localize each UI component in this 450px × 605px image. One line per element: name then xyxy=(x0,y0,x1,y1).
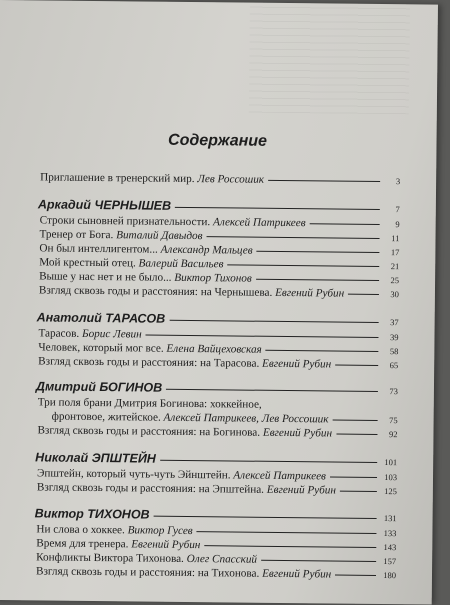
section-rule xyxy=(175,207,380,210)
toc-entry-intro xyxy=(40,171,400,187)
section-header: Анатолий ТАРАСОВ 37 xyxy=(36,310,399,328)
toc-entry: Ни слова о хоккее. Виктор Гусев 133 xyxy=(36,523,397,539)
dot-leader xyxy=(268,180,380,182)
section-rule xyxy=(154,516,377,519)
toc-entry: Человек, который мог все. Елена Вайцеховская 58 xyxy=(38,341,399,357)
toc-entry: Тренер от Бога. Виталий Давыдов 11 xyxy=(39,228,400,244)
toc-entry: Строки сыновней признательности. Алексей Патрикеев 9 xyxy=(39,214,400,230)
toc-entry: Взгляд сквозь годы и расстояния: на Тарасова. Евгений Рубин 65 xyxy=(38,355,399,371)
section-header: Дмитрий БОГИНОВ 73 xyxy=(35,379,398,397)
toc-entry: Конфликты Виктора Тихонова. Олег Спасский 157 xyxy=(36,551,397,567)
toc-entry: Три поля брани Дмитрия Богинова: хоккейное, xyxy=(37,396,262,411)
toc-entry: Взгляд сквозь годы и расстояния: на Чернышева. Евгений Рубин 30 xyxy=(38,284,399,300)
page-title: Содержание xyxy=(167,131,268,150)
toc-entry: Он был интеллигентом... Александр Мальцев 17 xyxy=(39,242,400,258)
toc-entry: Взгляд сквозь годы и расстояния: на Тихонова. Евгений Рубин 180 xyxy=(35,565,397,581)
section-rule xyxy=(169,320,378,323)
toc-entry-continuation: фронтовое, житейское. Алексей Патрикеев, Лев Россошик 75 xyxy=(51,410,398,426)
section-header: Аркадий ЧЕРНЫШЕВ 7 xyxy=(37,197,400,215)
page-number: 3 xyxy=(395,176,401,187)
section-header: Виктор ТИХОНОВ 131 xyxy=(34,506,397,524)
toc-entry: Время для тренера. Евгений Рубин 143 xyxy=(36,537,397,553)
toc-entry: Эпштейн, который чуть-чуть Эйнштейн. Алексей Патрикеев 103 xyxy=(36,467,398,483)
entry-title: Приглашение в тренерский мир. Лев Россошик xyxy=(40,171,265,186)
show-through-text xyxy=(249,3,410,115)
section-rule xyxy=(166,389,378,392)
toc-entry: Выше у нас нет и не было... Виктор Тихонов 25 xyxy=(39,270,400,286)
toc-entry: Тарасов. Борис Левин 39 xyxy=(38,327,399,343)
toc-entry: Взгляд сквозь годы и расстояния: на Эпштейна. Евгений Рубин 125 xyxy=(36,481,397,497)
toc-entry: Мой крестный отец. Валерий Васильев 21 xyxy=(39,256,400,272)
section-rule xyxy=(160,460,377,463)
toc-entry: Взгляд сквозь годы и расстояния: на Богинова. Евгений Рубин 92 xyxy=(37,424,398,440)
section-header: Николай ЭПШТЕЙН 101 xyxy=(35,450,398,468)
